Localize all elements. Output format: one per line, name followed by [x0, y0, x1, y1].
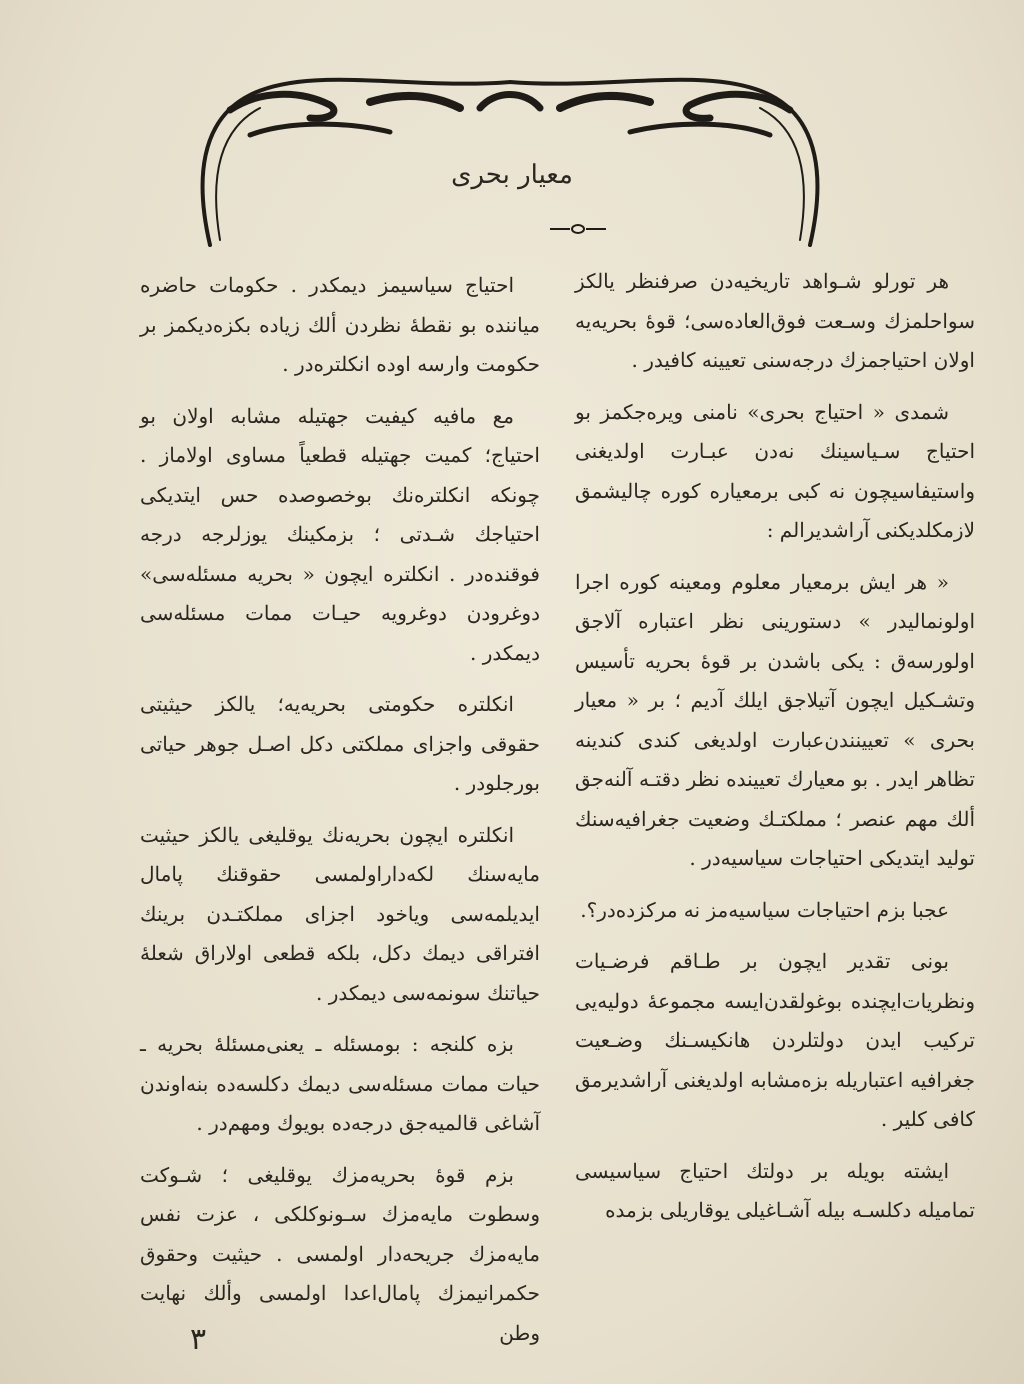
decorative-header-ornament	[190, 60, 830, 250]
page-number: ٣	[190, 1322, 207, 1357]
title-divider-ornament	[548, 222, 608, 236]
article-title: معیار بحری	[451, 160, 573, 190]
text-column-left	[140, 266, 540, 1365]
paragraph: بزم قوهٔ بحریه‌مزك یوقلیغی ؛ شـوکت وسطوت مایه‌مزك سـونوکلکی ، عزت نفس مایه‌مزك جریحه‌دار اولمسی . حیثیت وحقوق حکمرانیمزك پامال‌اعدا اولمسی وألك نهایت وطن	[140, 1162, 540, 1345]
paragraph: « هر ایش برمعیار معلوم ومعینه کوره اجرا اولونمالیدر » دستورینی نظر اعتباره آلاجق اولورسه‌ق : یکی باشدن بر قوهٔ بحریه تأسیس وتشـکیل ایچون آتیلاجق ایلك آدیم ؛ بر « معیار بحری » تعیینندن‌عبارت اولدیغی کندی کندینه تظاهر ایدر . بو معیارك تعیینده نظر دقتـه آلنه‌جق ألك مهم عنصر ؛ مملکتـك وضعیت جغرافیه‌سنك تولید ایتدیکی احتیاجات سیاسیه‌در .	[575, 569, 975, 870]
paragraph: ایشته بویله بر دولتك احتیاج سیاسیسی تمامیله دکلسـه بیله آشـاغیلی یوقاریلی بزمده	[575, 1158, 975, 1222]
text-column-right	[575, 262, 975, 1243]
paragraph: انکلتره ایچون بحریه‌نك یوقلیغی یالکز حیثیت مایه‌سنك لکه‌داراولمسی حقوقنك پامال ایدیلمه‌سی ویاخود اجزای مملکتـدن برینك افتراقی دیمك دکل، بلکه قطعی اولاراق شعلهٔ حیاتنك سونمه‌سی دیمکدر .	[140, 822, 540, 1005]
paragraph: بونی تقدیر ایچون بر طـاقم فرضـیات ونظریات‌ایچنده بوغولقدن‌ایسه مجموعهٔ دولیه‌یی ترکیب ایدن دولتلردن هانکیسـنك وضـعیت جغرافیه اعتباریله بزه‌مشابه اولدیغنی آراشدیرمق کافی کلیر .	[575, 949, 975, 1131]
paragraph: انکلتره حکومتی بحریه‌یه؛ یالکز حیثیتی حقوقی واجزای مملکتی دکل اصـل جوهر حیاتی بورجلودر .	[140, 692, 540, 795]
paragraph: بزه کلنجه : بومسئله ـ یعنی‌مسئلهٔ بحریه ـ حیات ممات مسئله‌سی دیمك دکلسه‌ده بنه‌اوندن آشاغی قالمیه‌جق درجه‌ده بویوك ومهم‌در .	[140, 1032, 540, 1135]
paragraph: شمدی « احتیاج بحری» نامنی ویره‌جکمز بو احتیاج سـیاسینك نه‌دن عبـارت اولدیغنی واستیفاسیچون نه کبی برمعیاره کوره چالیشمق لازمکلدیکنی آراشدیرالم :	[575, 399, 975, 542]
paragraph: عجبا بزم احتیاجات سیاسیه‌مز نه مرکزده‌در؟.	[580, 897, 949, 922]
paragraph: احتیاج سیاسیمز دیمکدر . حکومات حاضره میاننده بو نقطهٔ نظردن ألك زیاده بکزه‌دیکمز بر حکومت وارسه اوده انکلتره‌در .	[140, 273, 540, 376]
paragraph: مع مافیه کیفیت جهتیله مشابه اولان بو احتیاج؛ کمیت جهتیله قطعیاً مساوی اولاماز . چونکه انکلتره‌نك بوخصوصده حس ایتدیکی احتیاجك شـدتی ؛ بزمکینك یوزلرجه درجه فوقنده‌در . انکلتره ایچون « بحریه مسئله‌سی» دوغرودن دوغرویه حیـات ممات مسئله‌سی دیمکدر .	[140, 403, 540, 665]
paragraph: هر تورلو شـواهد تاریخیه‌دن صرفنظر یالکز سواحلمزك وسـعت فوق‌العاده‌سی؛ قوهٔ بحریه‌یه اولان احتیاجمزك درجه‌سنی تعیینه کافیدر .	[575, 269, 975, 372]
